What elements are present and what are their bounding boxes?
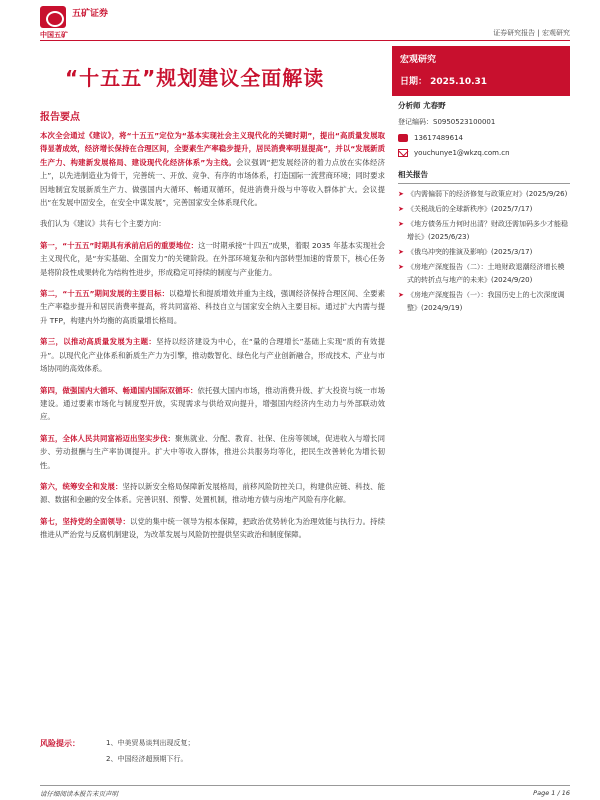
bullet-icon: ➤ [398, 190, 404, 198]
page-number: Page 1 / 16 [533, 789, 570, 797]
point-1 [40, 239, 385, 279]
reg-number: 登记编码：S0950523100001 [398, 118, 496, 126]
side-column [398, 100, 570, 317]
logo-name: 五矿证券 [72, 9, 109, 19]
info-box [392, 46, 570, 96]
point-2 [40, 287, 385, 327]
point-5 [40, 432, 385, 472]
point-4-text: 依托强大国内市场，推动消费升级、扩大投资与统一市场建设。通过要素市场化与制度型开放，实现需求与供给双向提升，增强国内经济内生动力与外部联动效应。 [40, 385, 385, 422]
point-6 [40, 480, 385, 507]
date-label: 日期： 2025.10.31 [400, 77, 488, 87]
point-4-lead: 第四，做强国内大循环、畅通国内国际双循环： [40, 385, 198, 395]
header-divider [40, 40, 570, 41]
point-7 [40, 515, 385, 542]
point-1-lead: 第一，“十五五”时期具有承前启后的重要地位： [40, 240, 199, 250]
related-report-title: 《房地产深度报告（一）：我国历史上的七次深度调整》(2024/9/19) [407, 291, 565, 312]
logo-sub: 中国五矿 [40, 31, 68, 39]
intro-paragraph: 我们认为《建议》共有七个主要方向： [40, 219, 166, 229]
phone-row [398, 134, 570, 142]
related-heading: 相关报告 [398, 169, 570, 184]
section-heading: 报告要点 [40, 112, 80, 123]
related-report-title: 《关税战后的全球新秩序》(2025/7/17) [407, 205, 533, 213]
company-logo [40, 6, 108, 28]
related-report[interactable] [398, 261, 570, 287]
main-column [40, 108, 385, 550]
point-3-lead: 第三，以推动高质量发展为主题： [40, 337, 157, 347]
point-5-lead: 第五，全体人民共同富裕迈出坚实步伐： [40, 433, 176, 443]
page-header [0, 0, 600, 42]
report-type: 证券研究报告 | 宏观研究 [493, 29, 570, 37]
phone-number: 13617489614 [414, 134, 463, 142]
bullet-icon: ➤ [398, 248, 404, 256]
point-3-text: 坚持以经济建设为中心，在“量的合理增长”基础上实现“质的有效提升”。以现代化产业体系和新质生产力为引擎，推动数智化、绿色化与产业创新融合，形成技术、产业与市场协同的高效体系。 [40, 337, 385, 374]
mail-icon [398, 149, 408, 157]
related-report[interactable] [398, 203, 570, 216]
point-4 [40, 384, 385, 424]
point-6-lead: 第六，统筹安全和发展： [40, 481, 123, 491]
point-7-lead: 第七，坚持党的全面领导： [40, 516, 131, 526]
analyst-name: 分析师 尤春野 [398, 101, 446, 110]
point-6-text: 坚持以新安全格局保障新发展格局，前移风险防控关口，构建供应链、科技、能源、数据和金融的安全体系。完善识别、预警、处置机制，推动地方债与房地产风险有序化解。 [40, 481, 385, 505]
summary-rest: 会议强调“把发展经济的着力点放在实体经济上”，以先进制造业为骨干，完善统一、开放、竞争、有序的市场体系，打造国际一流营商环境；同时要求因地制宜发展新质生产力、做强国内大循环、畅通双循环，促进消费升级与中等收入群体扩大。会议提出“在发展中固安全，在安全中谋发展”，完善国家安全体系现代化。 [40, 157, 385, 208]
point-3 [40, 335, 385, 375]
risk-item: 1、中美贸易谈判出现反复； [106, 739, 195, 747]
category-label: 宏观研究 [400, 55, 437, 65]
footer-divider [40, 785, 570, 786]
email-address[interactable]: youchunye1@wkzq.com.cn [414, 149, 510, 157]
phone-icon [398, 134, 408, 142]
bullet-icon: ➤ [398, 220, 404, 228]
related-report-title: 《俄乌冲突的推演及影响》(2025/3/17) [407, 248, 533, 256]
related-report[interactable] [398, 246, 570, 259]
logo-mark-icon [40, 6, 66, 28]
point-2-lead: 第二，“十五五”期间发展的主要目标： [40, 289, 170, 299]
report-title: “十五五”规划建议全面解读 [65, 66, 325, 90]
point-5-text: 聚焦就业、分配、教育、社保、住房等领域，促进收入与增长同步、劳动报酬与生产率协调提升。扩大中等收入群体，推进公共服务均等化，把民生改善转化为增长韧性。 [40, 433, 385, 470]
point-1-text: 这一时期承接“十四五”成果，着眼 2035 年基本实现社会主义现代化，是“夯实基础、全面发力”的关键阶段。在外部环境复杂和内部转型加速的背景下，核心任务是将阶段性成果转化为结构性进步，形成稳定可持续的制度与产业能力。 [40, 240, 386, 277]
point-7-text: 以党的集中统一领导为根本保障，把政治优势转化为治理效能与执行力。持续推进从严治党与反腐机制建设，为改革发展与风险防控提供坚实政治和制度保障。 [40, 516, 385, 540]
related-report-title: 《房地产深度报告（二）：土地财政退潮经济增长模式的转折点与地产的未来》(2024/9/20) [407, 263, 565, 284]
bullet-icon: ➤ [398, 291, 404, 299]
summary-paragraph [40, 129, 385, 209]
email-row [398, 149, 570, 157]
related-report[interactable] [398, 289, 570, 315]
point-2-text: 以稳增长和提质增效并重为主线，强调经济保持合理区间、全要素生产率稳步提升和居民消费率提高，将共同富裕、科技自立与国家安全纳入主要目标。通过扩大内需与提升 TFP，构建内外均衡的高质量增长格局。 [40, 289, 385, 325]
related-report[interactable] [398, 218, 570, 244]
risk-heading: 风险提示： [40, 739, 80, 748]
related-report-title: 《地方债务压力何时出清？财政还需加码多少才能稳增长》(2025/6/23) [407, 220, 568, 241]
summary-lead: 本次全会通过《建议》，将“十五五”定位为“基本实现社会主义现代化的关键时期”，提出“高质量发展取得显著成效，经济增长保持在合理区间，全要素生产率稳步提升，居民消费率明显提高”，并以“发展新质生产力、构建新发展格局、建设现代化经济体系”为主线。 [40, 131, 385, 167]
footer-disclaimer: 请仔细阅读本报告末页声明 [40, 790, 118, 798]
related-report[interactable] [398, 188, 570, 201]
bullet-icon: ➤ [398, 205, 404, 213]
risk-item: 2、中国经济超预期下行。 [106, 755, 188, 763]
related-report-title: 《内需偏弱下的经济修复与政策应对》(2025/9/26) [407, 190, 568, 198]
bullet-icon: ➤ [398, 263, 404, 271]
